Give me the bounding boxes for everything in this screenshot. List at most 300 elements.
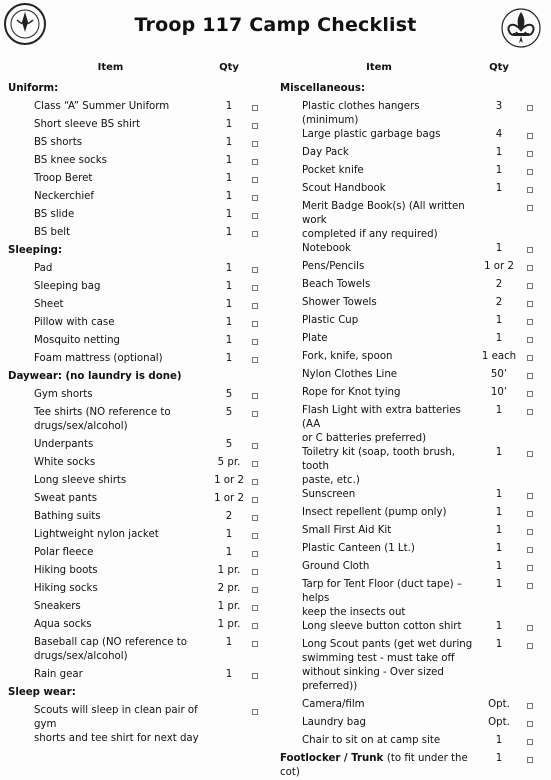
item-qty: 1 pr. (217, 565, 241, 576)
checkbox-cell (520, 100, 540, 111)
checklist-item (8, 618, 270, 636)
checkbox[interactable] (527, 703, 533, 709)
checkbox[interactable] (527, 301, 533, 307)
item-label: Mosquito netting (34, 335, 121, 346)
item-qty: 1 or 2 (484, 261, 514, 272)
checkbox-cell (245, 600, 265, 611)
item-qty: 1 (495, 315, 503, 326)
checkbox-cell (520, 332, 540, 343)
checklist-item (280, 242, 545, 260)
checkbox[interactable] (527, 105, 533, 111)
checkbox[interactable] (252, 231, 258, 237)
item-qty: 1 each (481, 351, 517, 362)
checklist-item (280, 620, 545, 638)
checkbox-cell (245, 298, 265, 309)
item-label: Notebook (302, 243, 351, 254)
checkbox-cell (245, 352, 265, 363)
item-qty: 1 (225, 137, 233, 148)
checklist-item (8, 600, 270, 618)
item-qty: 1 (225, 353, 233, 364)
item-label: BS knee socks (34, 155, 107, 166)
item-label: Tee shirts (NO reference to drugs/sex/alcohol) (34, 407, 171, 432)
checkbox[interactable] (527, 247, 533, 253)
section-heading (8, 244, 270, 262)
item-label: BS shorts (34, 137, 83, 148)
checkbox-cell (245, 456, 265, 467)
item-label: Underpants (34, 439, 94, 450)
checklist-item (8, 118, 270, 136)
checkbox-cell (520, 278, 540, 289)
checklist-item (280, 506, 545, 524)
checklist-item (280, 446, 545, 488)
checklist-item (8, 352, 270, 370)
checkbox-cell (245, 704, 265, 715)
checkbox[interactable] (252, 479, 258, 485)
left-column (8, 62, 270, 746)
checklist-item (8, 190, 270, 208)
checklist-item (280, 734, 545, 752)
checkbox[interactable] (527, 319, 533, 325)
checkbox[interactable] (252, 641, 258, 647)
checkbox-cell (520, 368, 540, 379)
item-label: Sweat pants (34, 493, 98, 504)
checkbox[interactable] (252, 285, 258, 291)
item-label: White socks (34, 457, 96, 468)
checkbox[interactable] (252, 515, 258, 521)
item-qty: 1 (225, 101, 233, 112)
checklist-item (280, 128, 545, 146)
checkbox[interactable] (252, 267, 258, 273)
checklist-item (8, 704, 270, 746)
checkbox[interactable] (252, 551, 258, 557)
item-qty: 1 pr. (217, 619, 241, 630)
item-label: Small First Aid Kit (302, 525, 392, 536)
checkbox-cell (520, 506, 540, 517)
checkbox[interactable] (527, 133, 533, 139)
item-label: Pens/Pencils (302, 261, 365, 272)
checkbox[interactable] (527, 511, 533, 517)
item-qty: 1 (495, 333, 503, 344)
item-label: Shower Towels (302, 297, 377, 308)
checklist-item (280, 332, 545, 350)
checkbox[interactable] (252, 105, 258, 111)
item-label: Insect repellent (pump only) (302, 507, 447, 518)
item-qty: 10’ (490, 387, 508, 398)
checklist-item (8, 280, 270, 298)
item-label: Neckerchief (34, 191, 95, 202)
item-qty: 1 (495, 561, 503, 572)
item-label: Hiking boots (34, 565, 98, 576)
checkbox-cell (520, 386, 540, 397)
item-label: Plastic clothes hangers (minimum) (302, 101, 420, 126)
checkbox[interactable] (252, 177, 258, 183)
item-qty: Opt. (488, 717, 510, 728)
checkbox-cell (245, 388, 265, 399)
item-label: Sunscreen (302, 489, 356, 500)
section-label: Uniform: (8, 83, 59, 94)
checkbox[interactable] (527, 583, 533, 589)
checkbox[interactable] (527, 565, 533, 571)
checkbox[interactable] (527, 409, 533, 415)
checklist-item (8, 474, 270, 492)
item-qty: 50’ (490, 369, 508, 380)
checklist-item (280, 524, 545, 542)
checkbox[interactable] (252, 443, 258, 449)
checkbox-cell (520, 524, 540, 535)
item-label: Scout Handbook (302, 183, 386, 194)
checkbox-cell (520, 698, 540, 709)
checkbox-cell (520, 560, 540, 571)
checkbox[interactable] (252, 533, 258, 539)
item-qty: 1 (225, 299, 233, 310)
item-qty: 1 (495, 183, 503, 194)
section-heading (280, 82, 545, 100)
checklist-item (8, 172, 270, 190)
checklist-item (8, 492, 270, 510)
qty-header: Qty (489, 62, 509, 73)
item-qty: 5 (225, 439, 233, 450)
checkbox-cell (245, 438, 265, 449)
item-qty: 1 (495, 507, 503, 518)
item-label: Long sleeve button cotton shirt (302, 621, 462, 632)
item-qty: 1 pr. (217, 601, 241, 612)
checkbox-cell (245, 618, 265, 629)
section-heading (280, 752, 545, 780)
item-label: Plastic Cup (302, 315, 359, 326)
item-label: Foam mattress (optional) (34, 353, 163, 364)
item-label: Beach Towels (302, 279, 371, 290)
checkbox[interactable] (527, 391, 533, 397)
right-column-header (280, 62, 545, 80)
checkbox-cell (520, 350, 540, 361)
checkbox[interactable] (527, 373, 533, 379)
checklist-item (8, 406, 270, 438)
item-header: Item (366, 62, 392, 73)
item-qty: 2 (225, 511, 233, 522)
checklist-item (280, 314, 545, 332)
item-label: Pillow with case (34, 317, 115, 328)
item-qty: 5 pr. (217, 457, 241, 468)
checklist-item (8, 334, 270, 352)
checklist-item (8, 388, 270, 406)
item-label: Class “A” Summer Uniform (34, 101, 170, 112)
item-label: Hiking socks (34, 583, 98, 594)
checkbox[interactable] (527, 643, 533, 649)
checklist-item (8, 456, 270, 474)
checkbox-cell (245, 262, 265, 273)
checkbox-cell (245, 280, 265, 291)
item-qty: 1 (225, 281, 233, 292)
checkbox-cell (520, 128, 540, 139)
item-label: Sneakers (34, 601, 81, 612)
checkbox[interactable] (252, 213, 258, 219)
checkbox-cell (520, 446, 540, 457)
checklist-item (8, 262, 270, 280)
item-qty: 1 (495, 639, 503, 650)
checklist-item (8, 510, 270, 528)
item-label: Toiletry kit (soap, tooth brush, tooth paste, etc.) (302, 447, 456, 486)
checkbox-cell (245, 316, 265, 327)
item-qty: 1 (225, 155, 233, 166)
section-label: Footlocker / Trunk (280, 753, 384, 764)
checkbox[interactable] (527, 205, 533, 211)
item-qty: 1 (225, 335, 233, 346)
item-qty: 1 (225, 529, 233, 540)
checkbox-cell (245, 136, 265, 147)
item-qty: 1 (225, 263, 233, 274)
item-label: Long sleeve shirts (34, 475, 127, 486)
item-label: Nylon Clothes Line (302, 369, 398, 380)
checkbox[interactable] (527, 547, 533, 553)
checkbox[interactable] (252, 623, 258, 629)
checklist-item (8, 564, 270, 582)
item-qty: 1 (225, 317, 233, 328)
checklist-item (280, 350, 545, 368)
checkbox[interactable] (252, 357, 258, 363)
checklist-item (280, 100, 545, 128)
checkbox[interactable] (527, 625, 533, 631)
checklist-item (8, 528, 270, 546)
section-heading (8, 370, 270, 388)
section-heading (8, 82, 270, 100)
item-qty: 1 (495, 243, 503, 254)
checklist-item (8, 438, 270, 456)
checkbox[interactable] (252, 411, 258, 417)
checklist-item (280, 560, 545, 578)
item-label: Lightweight nylon jacket (34, 529, 159, 540)
item-qty: 1 (225, 669, 233, 680)
checkbox[interactable] (527, 529, 533, 535)
item-qty: 1 (495, 489, 503, 500)
checkbox-cell (520, 146, 540, 157)
checkbox-cell (245, 100, 265, 111)
checkbox-cell (520, 182, 540, 193)
checkbox[interactable] (527, 721, 533, 727)
item-qty: 1 (225, 119, 233, 130)
checkbox-cell (245, 492, 265, 503)
item-qty: 1 (225, 227, 233, 238)
item-qty: 1 or 2 (214, 493, 244, 504)
checkbox-cell (245, 118, 265, 129)
checkbox-cell (520, 296, 540, 307)
checklist-item (280, 578, 545, 620)
checkbox[interactable] (252, 605, 258, 611)
item-label: Plate (302, 333, 328, 344)
checklist-item (8, 226, 270, 244)
checkbox-cell (520, 716, 540, 727)
checkbox-cell (245, 154, 265, 165)
checkbox-cell (245, 528, 265, 539)
item-qty: 1 (495, 525, 503, 536)
checkbox[interactable] (252, 123, 258, 129)
checkbox-cell (245, 510, 265, 521)
checkbox[interactable] (527, 151, 533, 157)
item-qty: 5 (225, 407, 233, 418)
page-title: Troop 117 Camp Checklist (134, 14, 417, 36)
checkbox-cell (520, 734, 540, 745)
checklist-item (8, 208, 270, 226)
item-label: Flash Light with extra batteries (AA or C batteries preferred) (302, 405, 461, 444)
item-label: Bathing suits (34, 511, 101, 522)
item-qty: 1 (495, 165, 503, 176)
checklist-item (8, 668, 270, 686)
checkbox[interactable] (252, 321, 258, 327)
item-qty: 1 (495, 147, 503, 158)
checklist-item (280, 386, 545, 404)
item-label: Ground Cloth (302, 561, 370, 572)
item-label: Sleeping bag (34, 281, 101, 292)
checkbox-cell (245, 668, 265, 679)
checklist-item (8, 316, 270, 334)
item-label: Camera/film (302, 699, 365, 710)
checkbox[interactable] (527, 355, 533, 361)
checkbox-cell (245, 226, 265, 237)
item-label: Pad (34, 263, 53, 274)
checkbox-cell (245, 582, 265, 593)
item-qty: 2 (495, 279, 503, 290)
checkbox[interactable] (252, 141, 258, 147)
checklist-item (280, 404, 545, 446)
item-label: Merit Badge Book(s) (All written work completed if any required) (302, 201, 465, 240)
checkbox-cell (245, 546, 265, 557)
checklist-item (280, 368, 545, 386)
item-label: Short sleeve BS shirt (34, 119, 141, 130)
checkbox[interactable] (527, 493, 533, 499)
right-column (280, 62, 545, 780)
checkbox[interactable] (252, 497, 258, 503)
checkbox[interactable] (527, 451, 533, 457)
item-label: Chair to sit on at camp site (302, 735, 441, 746)
checklist-item (280, 278, 545, 296)
checkbox-cell (520, 620, 540, 631)
checklist-item (8, 298, 270, 316)
item-qty: 1 (495, 621, 503, 632)
checklist-item (280, 182, 545, 200)
checkbox-cell (245, 334, 265, 345)
section-heading (8, 686, 270, 704)
checkbox[interactable] (252, 195, 258, 201)
left-column-header (8, 62, 270, 80)
item-header: Item (97, 62, 124, 73)
checklist-item (280, 200, 545, 242)
item-label: Tarp for Tent Floor (duct tape) – helps keep the insects out (302, 579, 462, 618)
item-qty: 1 (225, 547, 233, 558)
checklist-item (280, 146, 545, 164)
section-label: Miscellaneous: (280, 83, 366, 94)
checklist-item (280, 716, 545, 734)
checkbox[interactable] (527, 739, 533, 745)
checklist-item (280, 542, 545, 560)
item-qty: 2 (495, 297, 503, 308)
item-label: Long Scout pants (get wet during swimming test - must take off without sinking - Over sized preferred)) (302, 639, 473, 692)
item-label: Plastic Canteen (1 Lt.) (302, 543, 415, 554)
item-label: BS belt (34, 227, 71, 238)
checkbox-cell (520, 404, 540, 415)
section-label: Sleeping: (8, 245, 63, 256)
qty-header: Qty (219, 62, 239, 73)
checkbox[interactable] (252, 709, 258, 715)
item-qty: 4 (495, 129, 503, 140)
checkbox[interactable] (527, 283, 533, 289)
checkbox-cell (245, 406, 265, 417)
section-label (280, 752, 478, 780)
item-qty: Opt. (488, 699, 510, 710)
item-label: Laundry bag (302, 717, 366, 728)
checklist-item (8, 100, 270, 118)
checkbox[interactable] (252, 461, 258, 467)
checkbox[interactable] (252, 303, 258, 309)
checkbox-cell (520, 314, 540, 325)
item-qty: 1 (495, 735, 503, 746)
item-label: Baseball cap (NO reference to drugs/sex/alcohol) (34, 637, 187, 662)
checkbox[interactable] (252, 159, 258, 165)
checkbox-cell (520, 488, 540, 499)
checkbox-cell (520, 200, 540, 211)
checkbox-cell (520, 578, 540, 589)
checklist-item (8, 546, 270, 564)
item-qty: 1 (225, 191, 233, 202)
item-label: Rain gear (34, 669, 83, 680)
checkbox-cell (245, 474, 265, 485)
checklist-item (8, 154, 270, 172)
item-label: Gym shorts (34, 389, 93, 400)
checklist-item (280, 260, 545, 278)
checkbox-cell (245, 564, 265, 575)
checkbox-cell (520, 542, 540, 553)
checkbox-cell (520, 164, 540, 175)
item-label: Polar fleece (34, 547, 94, 558)
checkbox[interactable] (527, 265, 533, 271)
checklist-item (280, 164, 545, 182)
item-label: Scouts will sleep in clean pair of gym shorts and tee shirt for next day (34, 705, 199, 744)
checklist-item (8, 136, 270, 154)
checkbox[interactable] (252, 587, 258, 593)
item-qty: 5 (225, 389, 233, 400)
checkbox[interactable] (527, 337, 533, 343)
item-qty: 1 (495, 753, 503, 764)
checkbox[interactable] (252, 569, 258, 575)
checkbox-cell (245, 172, 265, 183)
section-note: (to fit under the cot) (280, 753, 468, 778)
item-label: Day Pack (302, 147, 349, 158)
checkbox-cell (520, 260, 540, 271)
checkbox-cell (520, 638, 540, 649)
item-label: Pocket knife (302, 165, 364, 176)
checklist-item (8, 582, 270, 600)
checkbox[interactable] (252, 393, 258, 399)
checkbox[interactable] (527, 187, 533, 193)
item-qty: 1 (495, 447, 503, 458)
fleur-de-lis-icon (499, 6, 543, 50)
checkbox[interactable] (252, 339, 258, 345)
item-qty: 1 (495, 543, 503, 554)
checkbox[interactable] (527, 169, 533, 175)
checkbox[interactable] (252, 673, 258, 679)
item-qty: 2 pr. (217, 583, 241, 594)
item-label: Troop Beret (34, 173, 93, 184)
checklist-item (280, 296, 545, 314)
item-qty: 1 (225, 209, 233, 220)
item-label: Fork, knife, spoon (302, 351, 393, 362)
item-label: Rope for Knot tying (302, 387, 401, 398)
item-qty: 1 (495, 579, 503, 590)
checklist-item (280, 638, 545, 698)
checklist-item (280, 698, 545, 716)
checkbox-cell (245, 208, 265, 219)
item-qty: 3 (495, 101, 503, 112)
item-qty: 1 (225, 173, 233, 184)
checklist-item (8, 636, 270, 668)
